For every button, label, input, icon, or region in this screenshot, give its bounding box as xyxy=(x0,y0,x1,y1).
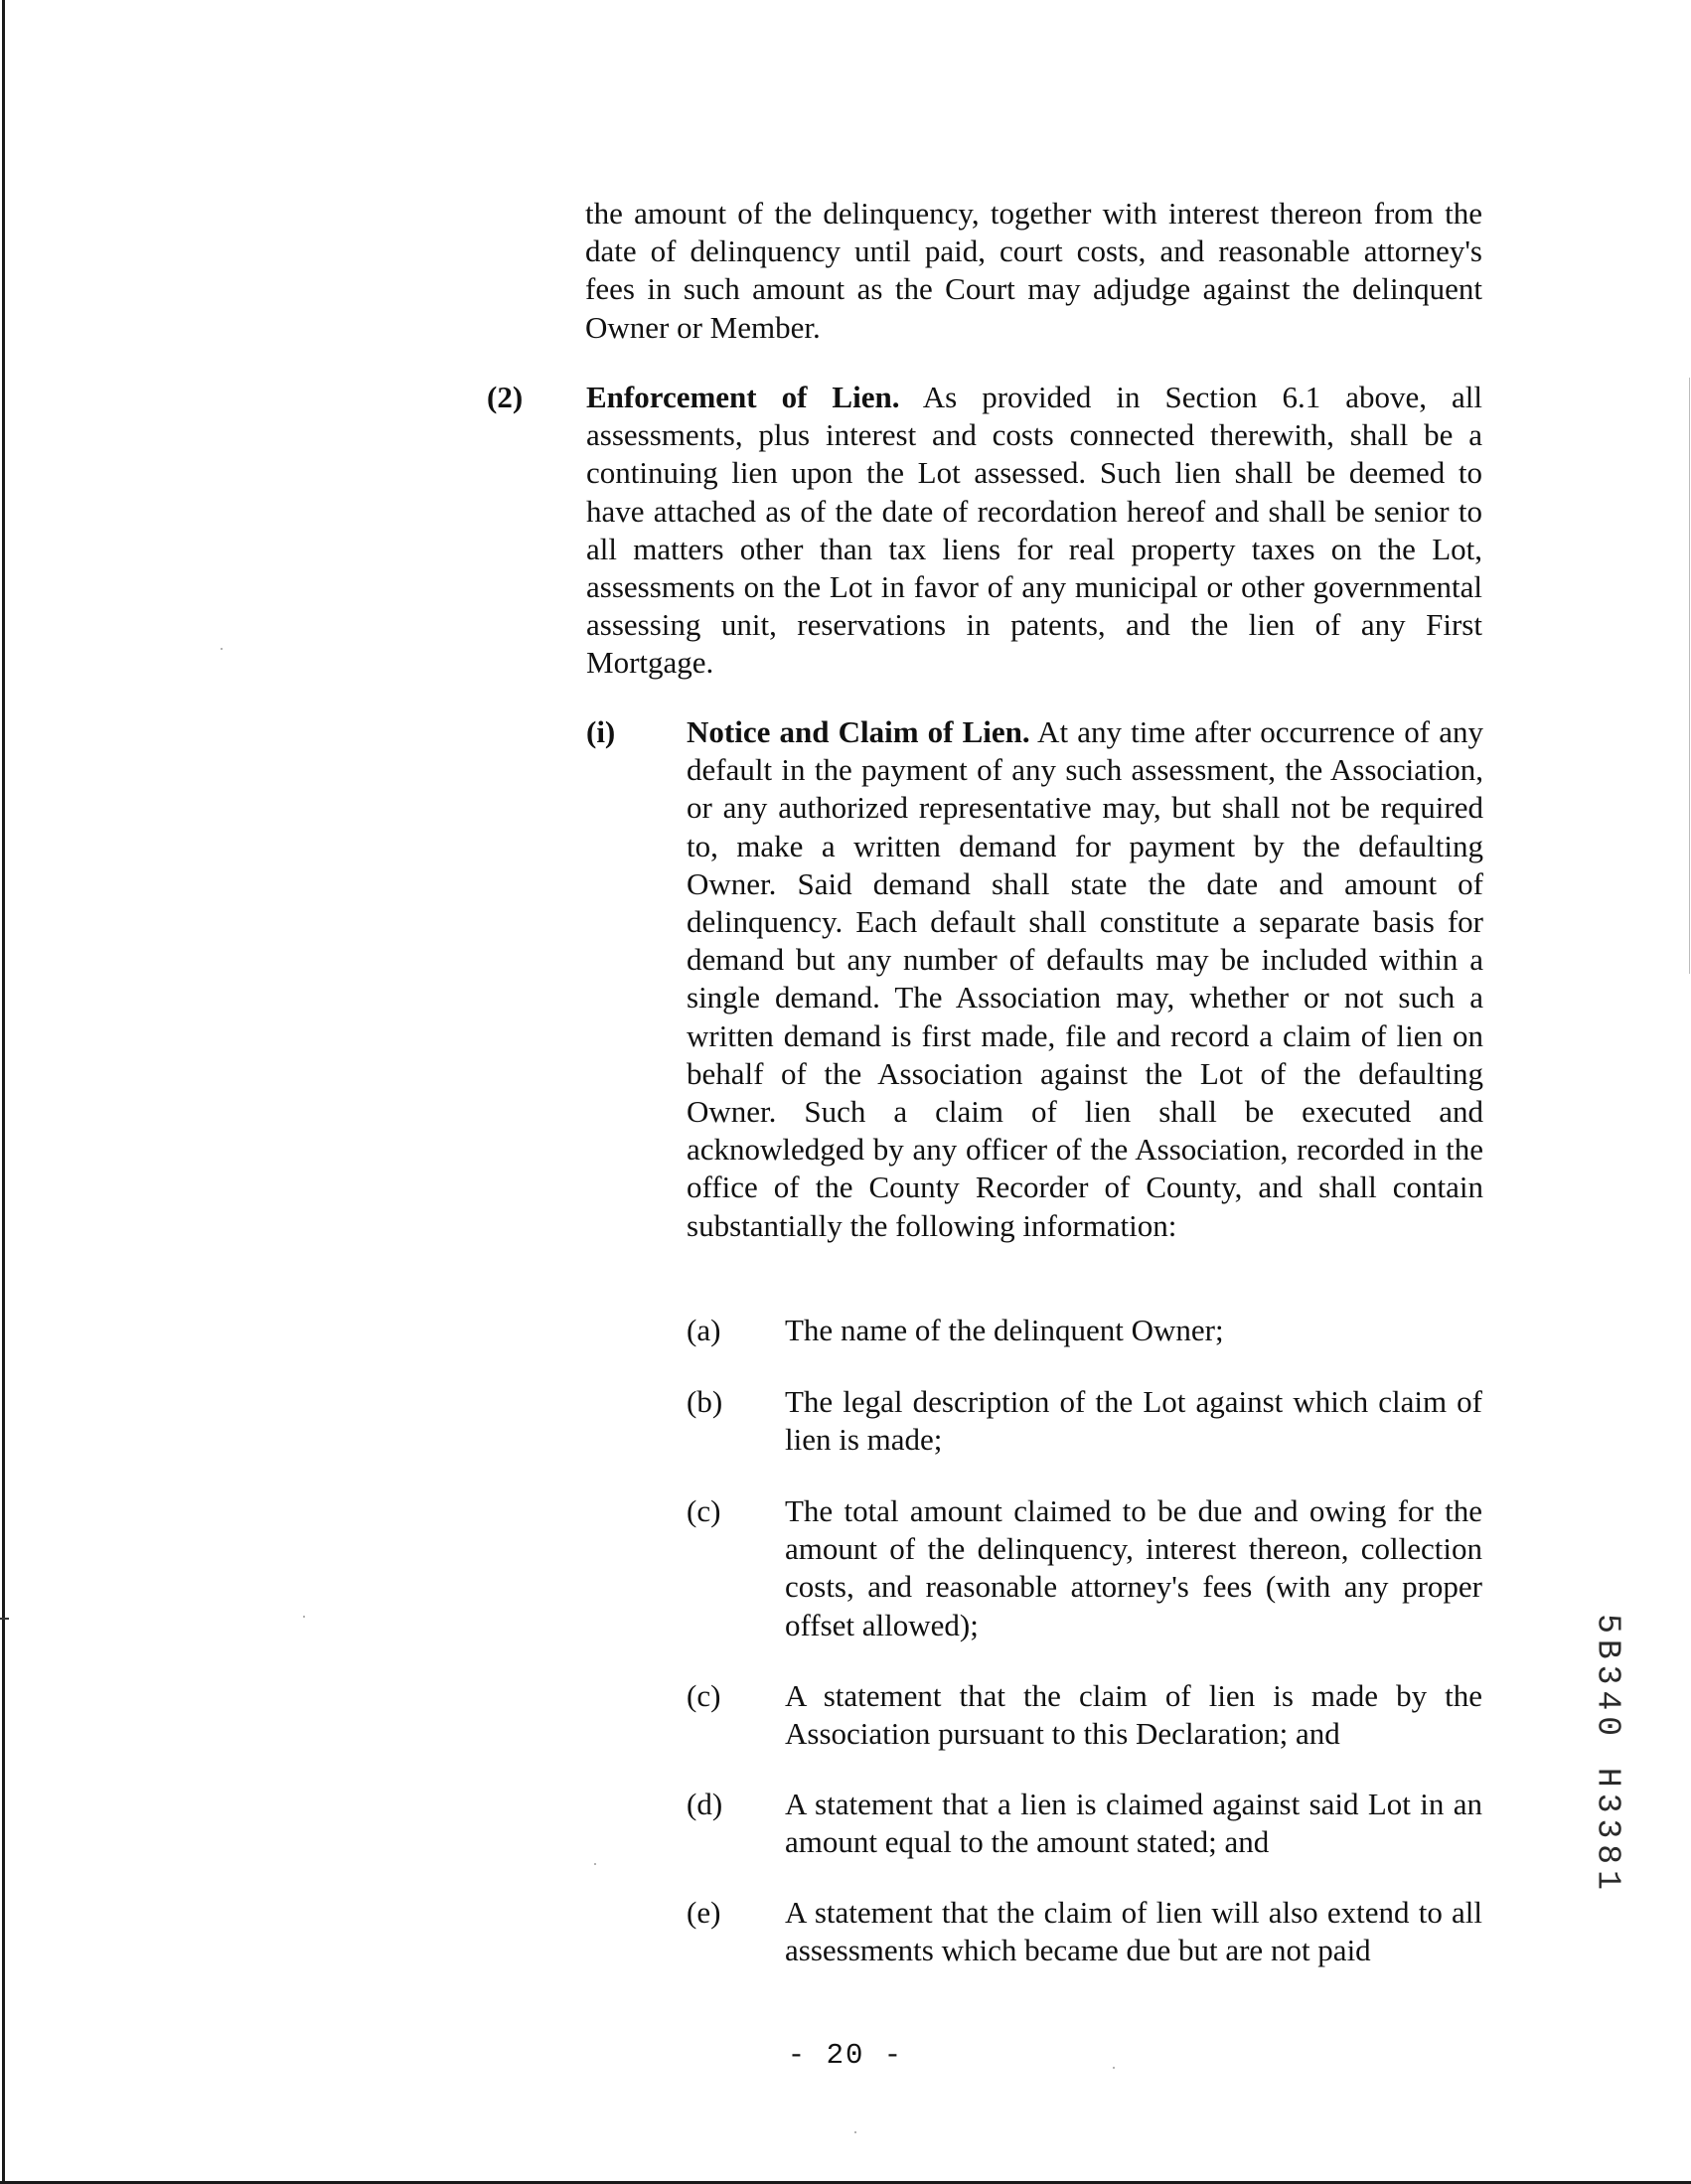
section-2-label: (2) xyxy=(487,380,524,414)
item-text: The legal description of the Lot against which claim of lien is made; xyxy=(785,1384,1482,1458)
item-text: A statement that the claim of lien will also extend to all assessments which became due but are not paid xyxy=(785,1895,1482,1968)
recording-number-stamp: 5B340 H3381 xyxy=(1589,1614,1626,1896)
section-2-paragraph xyxy=(586,379,1482,683)
item-text: A statement that the claim of lien is made by the Association pursuant to this Declaration; and xyxy=(785,1678,1482,1752)
intro-paragraph: the amount of the delinquency, together with interest thereon from the date of delinquency until paid, court costs, and reasonable attorney's fees in such amount as the Court may adjudge against the delinquent Owner or Member. xyxy=(585,196,1482,345)
scan-speck xyxy=(221,648,223,650)
item-label: (c) xyxy=(687,1678,721,1713)
page-number: - 20 - xyxy=(787,2039,904,2072)
item-label: (c) xyxy=(687,1493,721,1528)
subsection-i-label: (i) xyxy=(586,714,616,749)
item-label: (d) xyxy=(687,1787,723,1821)
item-text: The name of the delinquent Owner; xyxy=(785,1313,1224,1347)
scan-edge-left xyxy=(2,0,5,2184)
subsection-i-paragraph xyxy=(687,713,1483,1245)
subsection-i-body: At any time after occurrence of any default in the payment of any such assessment, the Association, or any authorized representative may, but shall not be required to, make a written demand for payment by the defaulting Owner. Said demand shall state the date and amount of delinquency. Each default shall constitute a separate basis for demand but any number of defaults may be included within a single demand. The Association may, whether or not such a written demand is first made, file and record a claim of lien on behalf of the Association against the Lot of the defaulting Owner. Such a claim of lien shall be executed and acknowledged by any officer of the Association, recorded in the office of the County Recorder of County, and shall contain substantially the following information: xyxy=(687,714,1483,1243)
subsection-i-heading: Notice and Claim of Lien. xyxy=(687,714,1030,749)
scan-speck xyxy=(303,1616,305,1618)
item-text: A statement that a lien is claimed against said Lot in an amount equal to the amount stated; and xyxy=(785,1787,1482,1860)
scan-mark xyxy=(0,1618,9,1620)
item-label: (e) xyxy=(687,1895,721,1930)
scan-edge-right xyxy=(1689,378,1690,974)
scan-speck xyxy=(854,2131,856,2133)
item-label: (a) xyxy=(687,1313,721,1347)
scan-speck xyxy=(594,1863,596,1865)
section-2-body: As provided in Section 6.1 above, all assessments, plus interest and costs connected therewith, shall be a continuing lien upon the Lot assessed. Such lien shall be deemed to have attached as of the date of recordation hereof and shall be senior to all matters other than tax liens for real property taxes on the Lot, assessments on the Lot in favor of any municipal or other governmental assessing unit, reservations in patents, and the lien of any First Mortgage. xyxy=(586,380,1482,681)
section-2-heading: Enforcement of Lien. xyxy=(586,380,900,414)
item-text: The total amount claimed to be due and owing for the amount of the delinquency, interest thereon, collection costs, and reasonable attorney's fees (with any proper offset allowed); xyxy=(785,1493,1482,1642)
item-label: (b) xyxy=(687,1384,723,1419)
